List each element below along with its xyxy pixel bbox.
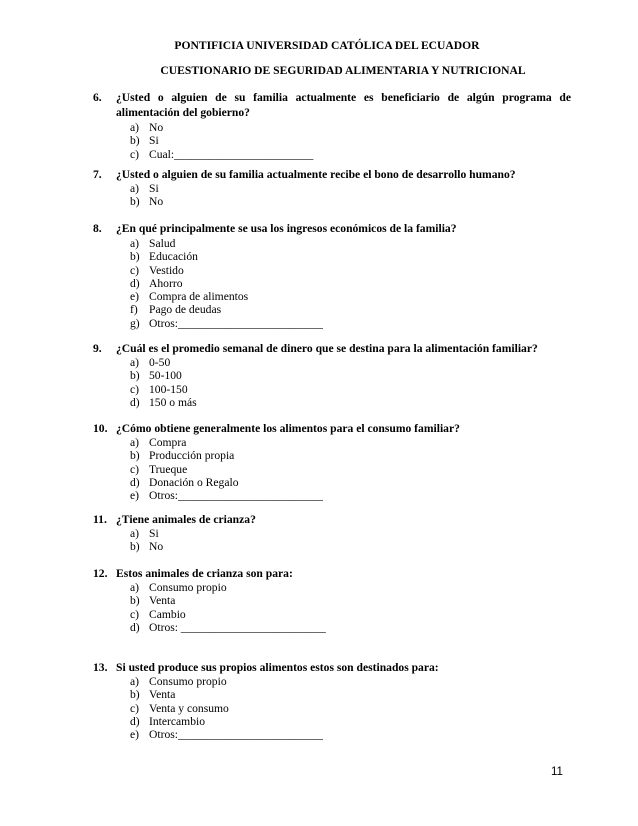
option-list <box>130 121 571 161</box>
question-text: Si usted produce sus propios alimentos estos son destinados para: <box>116 661 439 674</box>
question-text: ¿Cómo obtiene generalmente los alimentos para el consumo familiar? <box>116 422 460 435</box>
question-8 <box>93 221 571 330</box>
question-11 <box>93 512 571 554</box>
question-text: Estos animales de crianza son para: <box>116 567 293 580</box>
option: a) No <box>130 121 164 134</box>
option: c) 100-150 <box>130 382 188 396</box>
option: b) No <box>130 540 164 554</box>
option: a) 0-50 <box>130 356 171 369</box>
option: c) Cambio <box>130 607 186 621</box>
option: b) 50-100 <box>130 369 182 383</box>
option-list <box>130 182 571 209</box>
question-number: 7. <box>93 168 102 181</box>
option: a) Si <box>130 182 159 195</box>
question-number: 6. <box>93 91 102 104</box>
option: c) Trueque <box>130 462 188 476</box>
option: d) Donación o Regalo <box>130 475 239 489</box>
option: d) Otros: _________________________ <box>130 620 326 634</box>
option: a) Salud <box>130 237 176 250</box>
question-number: 12. <box>93 567 108 580</box>
option: b) Educación <box>130 250 198 264</box>
option-list <box>130 675 571 741</box>
option: b) Venta <box>130 688 176 702</box>
questionnaire-title: CUESTIONARIO DE SEGURIDAD ALIMENTARIA Y NUTRICIONAL <box>160 64 526 77</box>
question-text: ¿Tiene animales de crianza? <box>116 513 256 526</box>
option: c) Venta y consumo <box>130 701 229 715</box>
question-text: ¿Usted o alguien de su familia actualmente es beneficiario de algún programa de alimentación del gobierno? <box>116 91 571 119</box>
question-text: ¿Usted o alguien de su familia actualmente recibe el bono de desarrollo humano? <box>116 168 516 181</box>
option: d) Intercambio <box>130 714 206 728</box>
option: a) Compra <box>130 436 187 449</box>
option-list <box>130 527 571 554</box>
question-9 <box>93 341 571 409</box>
option: a) Consumo propio <box>130 675 227 688</box>
option-list <box>130 237 571 330</box>
option: d) Ahorro <box>130 276 183 290</box>
option-list <box>130 581 571 634</box>
option: c) Vestido <box>130 263 184 277</box>
question-7 <box>93 167 571 209</box>
option: e) Otros:_________________________ <box>130 728 323 742</box>
option: e) Otros:_________________________ <box>130 489 323 503</box>
option: b) Producción propia <box>130 449 235 463</box>
option-list <box>130 436 571 502</box>
question-text: ¿Cuál es el promedio semanal de dinero que se destina para la alimentación familiar? <box>116 342 538 355</box>
question-number: 11. <box>93 513 107 526</box>
option: d) 150 o más <box>130 395 197 409</box>
question-13 <box>93 660 571 741</box>
option-list <box>130 356 571 409</box>
option: g) Otros:_________________________ <box>130 316 323 330</box>
option: b) Si <box>130 134 159 148</box>
option: e) Compra de alimentos <box>130 290 249 304</box>
question-number: 10. <box>93 422 108 435</box>
question-6 <box>93 90 571 161</box>
question-text: ¿En qué principalmente se usa los ingresos económicos de la familia? <box>116 222 457 235</box>
option: c) Cual:________________________ <box>130 147 314 161</box>
question-number: 8. <box>93 222 102 235</box>
option: b) No <box>130 195 164 209</box>
university-title: PONTIFICIA UNIVERSIDAD CATÓLICA DEL ECUADOR <box>174 39 480 52</box>
option: a) Si <box>130 527 159 540</box>
option: f) Pago de deudas <box>130 303 222 317</box>
option: b) Venta <box>130 594 176 608</box>
question-number: 9. <box>93 342 102 355</box>
question-10 <box>93 421 571 502</box>
option: a) Consumo propio <box>130 581 227 594</box>
question-12 <box>93 566 571 634</box>
page-number: 11 <box>551 766 563 778</box>
question-number: 13. <box>93 661 108 674</box>
